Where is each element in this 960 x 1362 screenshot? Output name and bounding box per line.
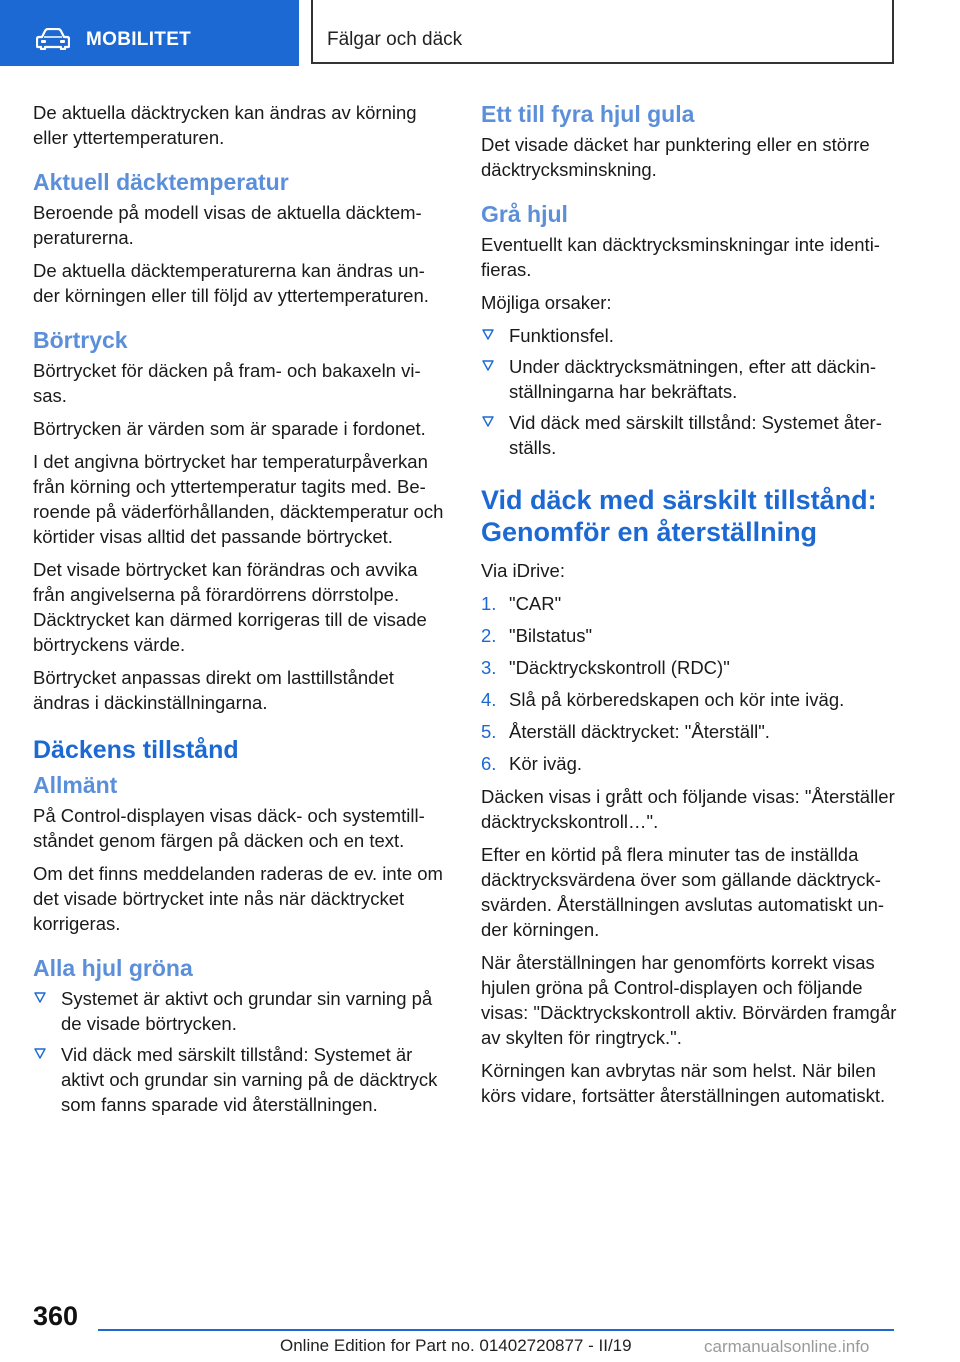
step-item bbox=[481, 719, 901, 744]
list-item-text: Funktionsfel. bbox=[509, 325, 614, 346]
step-number: 3. bbox=[481, 657, 497, 678]
heading-general: Allmänt bbox=[33, 772, 118, 798]
car-icon bbox=[36, 28, 70, 50]
step-text: "Bilstatus" bbox=[509, 625, 593, 646]
step-number: 1. bbox=[481, 593, 497, 614]
heading-tire-status: Däckens tillstånd bbox=[33, 736, 239, 764]
step-number: 6. bbox=[481, 753, 497, 774]
triangle-bullet-icon bbox=[33, 1046, 47, 1060]
grey-causes-list bbox=[481, 323, 901, 460]
footer-divider bbox=[98, 1329, 894, 1331]
triangle-bullet-icon bbox=[481, 414, 495, 428]
list-item-text: Under däcktrycksmätningen, efter att däckin- ställningarna har bekräftats. bbox=[509, 356, 877, 402]
reset-steps bbox=[481, 591, 901, 776]
step-item bbox=[481, 751, 901, 776]
step-number: 4. bbox=[481, 689, 497, 710]
target-paragraph-3: I det angivna börtrycket har temperaturpåverkan från körning och yttertemperatur tagits med. Be- roende på väderförhållanden, däcktemperatur och körtider visas alltid det passande börtrycket. bbox=[33, 451, 444, 547]
yellow-paragraph: Det visade däcket har punktering eller en större däcktrycksminskning. bbox=[481, 134, 870, 180]
reset-via: Via iDrive: bbox=[481, 560, 565, 581]
heading-target-pressure: Börtryck bbox=[33, 327, 128, 353]
section-tab bbox=[0, 0, 299, 66]
list-item-text: Vid däck med särskilt tillstånd: Systemet åter- ställs. bbox=[509, 412, 882, 458]
reset-paragraph-3: När återställningen har genomförts korrekt visas hjulen gröna på Control-displayen och följande visas: "Däcktryckskontroll aktiv. Börvärden framgår av skylten för ringtryck.". bbox=[481, 952, 897, 1048]
section-label: MOBILITET bbox=[86, 29, 192, 50]
grey-paragraph-2: Möjliga orsaker: bbox=[481, 292, 612, 313]
step-number: 2. bbox=[481, 625, 497, 646]
step-item bbox=[481, 623, 901, 648]
target-paragraph-4: Det visade börtrycket kan förändras och avvika från angivelserna på förardörrens dörrstolpe. Däcktrycket kan därmed korrigeras till de visade börtryckens värde. bbox=[33, 559, 427, 655]
page-header bbox=[0, 0, 960, 66]
step-text: "CAR" bbox=[509, 593, 562, 614]
target-paragraph-2: Börtrycken är värden som är sparade i fordonet. bbox=[33, 418, 426, 439]
left-column bbox=[33, 100, 451, 1125]
page-number: 360 bbox=[33, 1301, 79, 1331]
list-item bbox=[33, 1042, 451, 1117]
step-item bbox=[481, 591, 901, 616]
list-item-text: Systemet är aktivt och grundar sin varning på de visade börtrycken. bbox=[61, 988, 433, 1034]
reset-paragraph-4: Körningen kan avbrytas när som helst. När bilen körs vidare, fortsätter återställningen automatiskt. bbox=[481, 1060, 886, 1106]
heading-grey-wheels: Grå hjul bbox=[481, 201, 568, 227]
heading-perform-reset: Vid däck med särskilt tillstånd: Genomför en återställning bbox=[481, 485, 877, 547]
reset-paragraph-1: Däcken visas i grått och följande visas: "Återställer däcktryckskontroll…". bbox=[481, 786, 895, 832]
general-paragraph-1: På Control-displayen visas däck- och systemtill- ståndet genom färgen på däcken och en text. bbox=[33, 805, 425, 851]
step-item bbox=[481, 687, 901, 712]
chapter-title: Fälgar och däck bbox=[327, 29, 463, 50]
general-paragraph-2: Om det finns meddelanden raderas de ev. inte om det visade börtrycket inte nås när däcktrycket korrigeras. bbox=[33, 863, 443, 934]
heading-yellow-wheels: Ett till fyra hjul gula bbox=[481, 101, 695, 127]
temperature-paragraph-2: De aktuella däcktemperaturerna kan ändras un- der körningen eller till följd av yttertemperaturen. bbox=[33, 260, 429, 306]
step-item bbox=[481, 655, 901, 680]
step-text: Kör iväg. bbox=[509, 753, 583, 774]
footer-edition: Online Edition for Part no. 01402720877 - II/19 bbox=[280, 1336, 632, 1355]
heading-current-temperature: Aktuell däcktemperatur bbox=[33, 169, 289, 195]
heading-all-wheels-green: Alla hjul gröna bbox=[33, 955, 193, 981]
chapter-box bbox=[311, 0, 894, 64]
triangle-bullet-icon bbox=[33, 990, 47, 1004]
list-item bbox=[33, 986, 451, 1036]
step-text: Återställ däcktrycket: "Återställ". bbox=[509, 721, 770, 742]
triangle-bullet-icon bbox=[481, 327, 495, 341]
step-text: "Däcktryckskontroll (RDC)" bbox=[509, 657, 730, 678]
list-item-text: Vid däck med särskilt tillstånd: Systemet är aktivt och grundar sin varning på de däcktryck som fanns sparade vid återställningen. bbox=[61, 1044, 438, 1115]
triangle-bullet-icon bbox=[481, 358, 495, 372]
watermark: carmanualsonline.info bbox=[704, 1337, 870, 1356]
list-item bbox=[481, 354, 901, 404]
step-text: Slå på körberedskapen och kör inte iväg. bbox=[509, 689, 845, 710]
step-number: 5. bbox=[481, 721, 497, 742]
grey-paragraph-1: Eventuellt kan däcktrycksminskningar inte identi- fieras. bbox=[481, 234, 880, 280]
list-item bbox=[481, 410, 901, 460]
intro-paragraph: De aktuella däcktrycken kan ändras av körning eller yttertemperaturen. bbox=[33, 102, 417, 148]
temperature-paragraph-1: Beroende på modell visas de aktuella däcktem- peraturerna. bbox=[33, 202, 422, 248]
target-paragraph-1: Börtrycket för däcken på fram- och bakaxeln vi- sas. bbox=[33, 360, 421, 406]
green-list bbox=[33, 986, 451, 1117]
list-item bbox=[481, 323, 901, 348]
right-column bbox=[481, 100, 901, 1116]
reset-paragraph-2: Efter en körtid på flera minuter tas de inställda däcktrycksvärdena över som gällande däcktryck- svärden. Återställningen avslutas automatiskt un- der körningen. bbox=[481, 844, 885, 940]
target-paragraph-5: Börtrycket anpassas direkt om lasttillståndet ändras i däckinställningarna. bbox=[33, 667, 394, 713]
